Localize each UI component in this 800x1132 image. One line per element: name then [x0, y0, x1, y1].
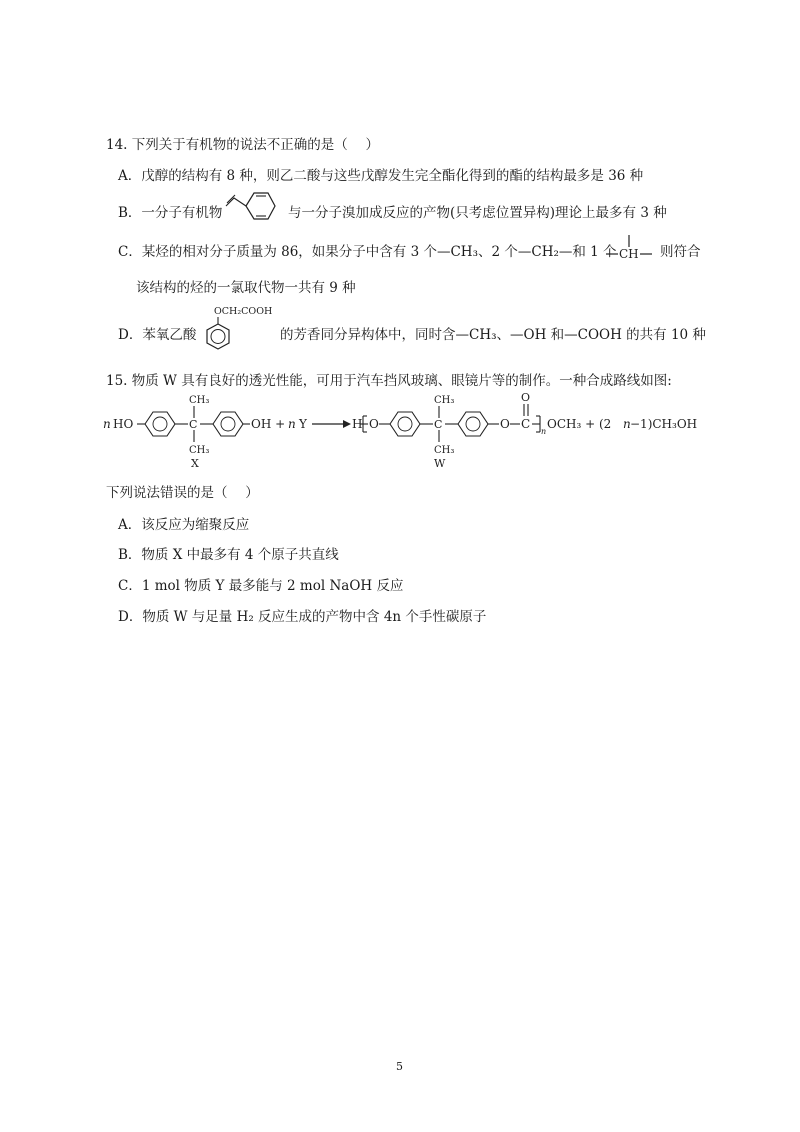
- eq-coef-n2: n: [288, 417, 296, 431]
- svg-text:C: C: [189, 418, 198, 431]
- q14-option-c-line2: 该结构的烃的一氯取代物一共有 9 种: [136, 280, 356, 296]
- page-number: 5: [396, 1060, 403, 1073]
- w-ch3-bottom: CH₃: [434, 445, 455, 456]
- x-benzene-ring-1: [145, 412, 175, 436]
- q14-option-c-suffix: 则符合: [660, 244, 701, 260]
- w-benzene-ring-2: [458, 412, 488, 436]
- q15-stem: 15. 物质 W 具有良好的透光性能，可用于汽车挡风玻璃、眼镜片等的制作。一种合成路线如图:: [106, 373, 672, 389]
- q14-option-d-prefix: D．苯氧乙酸: [118, 327, 197, 343]
- eq-coef-n1: n: [103, 417, 111, 431]
- eq-tail: −1)CH₃OH: [630, 417, 698, 431]
- q14-option-b-prefix: B．一分子有机物: [118, 205, 223, 221]
- q14-option-c-prefix: C．某烃的相对分子质量为 86，如果分子中含有 3 个—CH₃、2 个—CH₂—和 1 个: [118, 244, 617, 260]
- x-ch3-top: CH₃: [189, 395, 210, 406]
- q14-option-d-suffix: 的芳香同分异构体中，同时含—CH₃、—OH 和—COOH 的共有 10 种: [280, 327, 706, 343]
- eq-reagent-y: Y: [299, 417, 307, 431]
- q15-option-b: B．物质 X 中最多有 4 个原子共直线: [118, 547, 339, 563]
- eq-oh-plus: OH +: [251, 417, 286, 431]
- w-ch3-top: CH₃: [434, 395, 455, 406]
- x-benzene-ring-2: [213, 412, 243, 436]
- cyclohexadiene-vinyl-structure: [224, 186, 286, 230]
- w-benzene-ring-1: [390, 412, 420, 436]
- eq-o1: O: [369, 417, 379, 431]
- eq-carbonyl-o: O: [521, 391, 531, 404]
- eq-carbonyl-c: C: [521, 417, 531, 431]
- methine-label: CH: [619, 247, 639, 261]
- x-ch3-bottom: CH₃: [189, 445, 210, 456]
- q15-option-a: A．该反应为缩聚反应: [118, 517, 250, 533]
- q14-stem: 14. 下列关于有机物的说法不正确的是（ ）: [106, 137, 380, 153]
- methine-group-structure: [604, 233, 654, 267]
- eq-coef-n3: n: [623, 417, 631, 431]
- phenoxyacetic-group-label: OCH₂COOH: [214, 306, 273, 317]
- svg-text:C: C: [434, 418, 443, 431]
- q15-option-c: C．1 mol 物质 Y 最多能与 2 mol NaOH 反应: [118, 578, 404, 594]
- eq-repeat-n: n: [541, 427, 547, 436]
- q15-prompt: 下列说法错误的是（ ）: [106, 485, 259, 501]
- label-x: X: [191, 457, 199, 470]
- q15-option-d: D．物质 W 与足量 H₂ 反应生成的产物中含 4n 个手性碳原子: [118, 609, 487, 625]
- eq-h: H: [352, 417, 363, 431]
- eq-ho: HO: [113, 417, 134, 431]
- eq-o-ester: O: [500, 417, 510, 431]
- polymerization-equation: [100, 390, 700, 474]
- label-w: W: [434, 457, 446, 470]
- eq-och3: OCH₃ + (2: [547, 417, 612, 431]
- phenoxyacetic-acid-structure: [198, 304, 278, 360]
- q14-option-b-suffix: 与一分子溴加成反应的产物(只考虑位置异构)理论上最多有 3 种: [288, 205, 667, 221]
- q14-option-a: A．戊醇的结构有 8 种，则乙二酸与这些戊醇发生完全酯化得到的酯的结构最多是 36 种: [118, 168, 644, 184]
